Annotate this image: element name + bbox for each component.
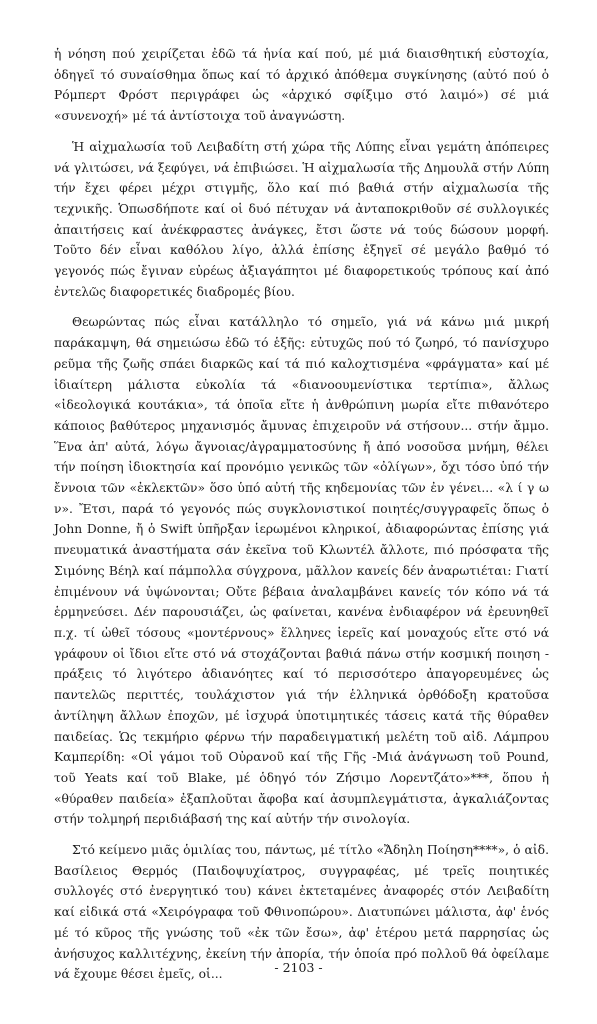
paragraph-4: Στό κείμενο μιᾶς ὁμιλίας του, πάντως, μέ τίτλο «Ἄδηλη Ποίηση****», ὁ αἰδ. Βασίλειος Θερμός (Παιδοψυχίατρος, συγγραφέας, μέ τρεῖς ποιητικές συλλογές στό ἐνεργητικό του) κάνει ἐκτεταμένες ἀναφορές στόν Λειβαδίτη καί εἰδικά στά «Χειρόγραφα τοῦ Φθινοπώρου». Διατυπώνει μάλιστα, ἀφ' ἑνός μέ τό κῦρος τῆς γνώσης τοῦ «ἐκ τῶν ἔσω», ἀφ' ἑτέρου μετά παρρησίας ὡς ἀνήσυχος καλλιτέχνης, ἐκείνη τήν ἀπορία, τήν ὁποία πρό πολλοῦ θά ὀφείλαμε νά ἔχουμε θέσει ἐμεῖς, οἱ...	[54, 843, 549, 982]
page-number: - 2103 -	[274, 960, 323, 975]
paragraph-3: Θεωρώντας πώς εἶναι κατάλληλο τό σημεῖο, γιά νά κάνω μιά μικρή παράκαμψη, θά σημειώσω ἐδῶ τό ἑξῆς: εὐτυχῶς πού τό ζωηρό, τό πανίσχυρο ρεῦμα τῆς ζωῆς σπάει διαρκῶς καί τά πιό καλοχτισμένα «φράγματα» καί μέ ἰδιαίτερη μάλιστα εὐκολία τά «διανοουμενίστικα τερτίπια», ἄλλως «ἰδεολογικά κουτάκια», τά ὁποῖα εἴτε ἡ ἀνθρώπινη μωρία εἴτε πιθανότερο κάποιος βαθύτερος μηχανισμός ἄμυνας ἐπιχειροῦν νά στήσουν... στήν ἄμμο. Ἕνα ἀπ' αὐτά, λόγω ἄγνοιας/ἀγραμματοσύνης ἤ ἀπό νοσοῦσα μνήμη, θέλει τήν ποίηση ἰδιοκτησία καί προνόμιο γενικῶς τῶν «ὀλίγων», ὄχι τόσο ὑπό τήν ἔννοια τῶν «ἐκλεκτῶν» ὅσο ὑπό αὐτή τῆς κηδεμονίας τῶν ἐν γένει... «λ ί γ ω ν». Ἔτσι, παρά τό γεγονός πώς συγκλονιστικοί ποιητές/συγγραφεῖς ὅπως ὁ John Donne, ἤ ὁ Swift ὑπῆρξαν ἱερωμένοι κληρικοί, ἀδιαφορώντας ἐπίσης γιά πνευματικά ἀναστήματα σάν ἐκεῖνα τοῦ Κλωντέλ ἄλλοτε, πιό πρόσφατα τῆς Σιμόνης Βέηλ καί πάμπολλα σύγχρονα, μᾶλλον κανείς δέν ἀναρωτιέται: Γιατί ἐπιμένουν νά ὑψώνονται; Οὔτε βέβαια ἀναλαμβάνει κανείς τόν κόπο νά τά ἑρμηνεύσει. Δέν παρουσιάζει, ὡς φαίνεται, κανένα ἐνδιαφέρον νά ἐρευνηθεῖ π.χ. τί ὠθεῖ τόσους «μοντέρνους» ἕλληνες ἱερεῖς καί μοναχούς εἴτε στό νά γράφουν οἱ ἴδιοι εἴτε στό νά στοχάζονται βαθιά πάνω στήν κοσμική ποιηση - πράξεις τό λιγότερο ἀδιανόητες καί τό περισσότερο ἀπαγορευμένες ὡς παντελῶς περιττές, τουλάχιστον γιά τήν ἑλληνικά ὀρθόδοξη κρατοῦσα ἀντίληψη ἄλλων ἐποχῶν, μέ ἰσχυρά ὑποτιμητικές τάσεις κατά τῆς θύραθεν παιδείας. Ὡς τεκμήριο φέρνω τήν παραδειγματική μελέτη τοῦ αἰδ. Λάμπρου Καμπερίδη: «Οἱ γάμοι τοῦ Οὐρανοῦ καί τῆς Γῆς -Μιά ἀνάγνωση τοῦ Pound, τοῦ Yeats καί τοῦ Blake, μέ ὁδηγό τόν Ζήσιμο Λορεντζάτο»***, ὅπου ἡ «θύραθεν παιδεία» ἐξαπλοῦται ἄφοβα καί ἀσυμπλεγμάτιστα, ἀγκαλιάζοντας στήν τολμηρή περιδιάβασή της καί αὐτήν τήν σινολογία.	[54, 315, 549, 827]
paragraph-2: Ἡ αἰχμαλωσία τοῦ Λειβαδίτη στή χώρα τῆς Λύπης εἶναι γεμάτη ἀπόπειρες νά γλιτώσει, νά ξεφύγει, νά ἐπιβιώσει. Ἡ αἰχμαλωσία τῆς Δημουλᾶ στήν Λύπη τήν ἔχει φέρει μέχρι στιγμῆς, ὅλο καί πιό βαθιά στήν αἰχμαλωσία τῆς τεχνικῆς. Ὁπωσδήποτε καί οἱ δυό πέτυχαν νά ἀνταποκριθοῦν σέ συλλογικές ἀπαιτήσεις καί ἀνέκφραστες ἀνάγκες, ἔτσι ὥστε νά τούς δώσουν μορφή. Τοῦτο δέν εἶναι καθόλου λίγο, ἀλλά ἐπίσης ἐξηγεῖ σέ μεγάλο βαθμό τό γεγονός πώς ἔγιναν εὐρέως ἀξιαγάπητοι μέ διαφορετικούς τρόπους καί ἀπό ἐντελῶς διαφορετικές διαδρομές βίου.	[54, 139, 549, 299]
paragraph-1: ἡ νόηση πού χειρίζεται ἐδῶ τά ἡνία καί πού, μέ μιά διαισθητική εὐστοχία, ὁδηγεῖ τό συναίσθημα ὅπως καί τό ἀρχικό ἀπόθεμα συγκίνησης (αὐτό πού ὁ Ρόμπερτ Φρόστ περιγράφει ὡς «ἀρχικό σφίξιμο στό λαιμό») σέ μιά «συνενοχή» μέ τά ἀντίστοιχα τοῦ ἀναγνώστη.	[54, 47, 549, 124]
